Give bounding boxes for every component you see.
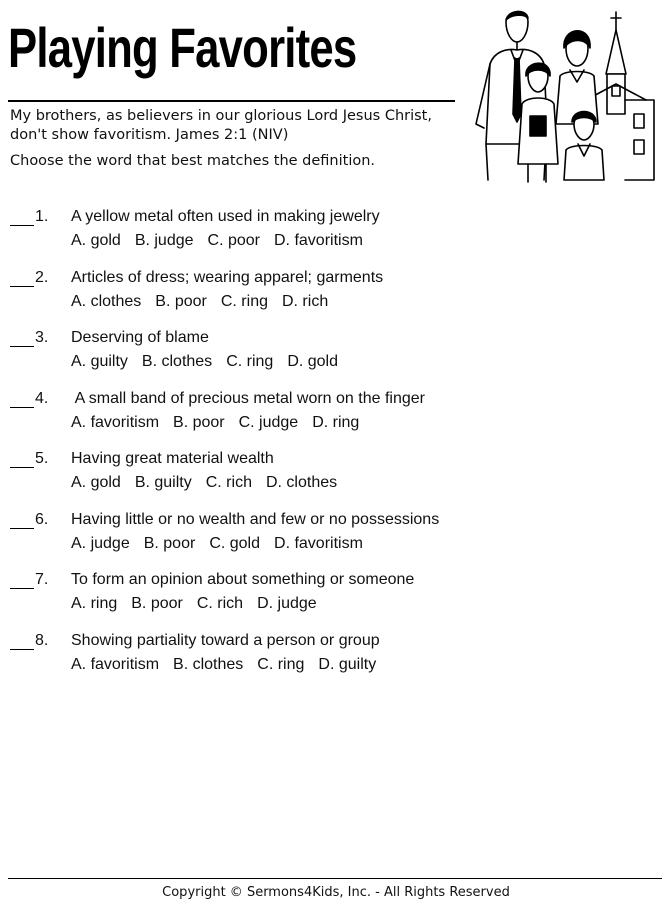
question-item	[0, 447, 672, 499]
option-d: D. guilty	[318, 656, 377, 673]
option-c: C. ring	[257, 656, 305, 673]
question-number: 2.	[35, 269, 49, 286]
question-item	[0, 568, 672, 620]
option-d: D. favoritism	[274, 232, 363, 249]
answer-blank[interactable]	[10, 266, 34, 287]
option-a: A. gold	[71, 232, 121, 249]
option-d: D. judge	[257, 595, 317, 612]
option-d: D. rich	[281, 293, 329, 310]
question-text: A small band of precious metal worn on the finger	[71, 390, 425, 407]
answer-options	[71, 594, 331, 614]
answer-options	[71, 655, 390, 675]
footer-divider	[8, 878, 662, 879]
question-text: Showing partiality toward a person or group	[71, 632, 380, 649]
answer-options	[71, 352, 352, 372]
option-d: D. gold	[287, 353, 339, 370]
option-b: B. clothes	[141, 353, 213, 370]
question-text: Deserving of blame	[71, 329, 209, 346]
option-c: C. rich	[196, 595, 244, 612]
question-text: Articles of dress; wearing apparel; garments	[71, 269, 384, 286]
option-b: B. poor	[173, 414, 225, 431]
answer-blank[interactable]	[10, 447, 34, 468]
question-item	[0, 205, 672, 257]
question-number: 5.	[35, 450, 49, 467]
answer-options	[71, 292, 342, 312]
question-item	[0, 326, 672, 378]
option-a: A. favoritism	[71, 414, 160, 431]
option-b: B. guilty	[134, 474, 192, 491]
title-divider	[8, 100, 455, 102]
answer-options	[71, 231, 377, 251]
copyright-footer: Copyright © Sermons4Kids, Inc. - All Rights Reserved	[162, 885, 510, 900]
family-church-illustration	[466, 4, 664, 186]
answer-blank[interactable]	[10, 568, 34, 589]
question-number: 4.	[35, 390, 49, 407]
option-b: B. poor	[131, 595, 183, 612]
option-c: C. ring	[226, 353, 274, 370]
option-d: D. ring	[312, 414, 360, 431]
mother-figure	[556, 31, 598, 124]
option-a: A. guilty	[71, 353, 128, 370]
option-c: C. gold	[209, 535, 261, 552]
question-text: To form an opinion about something or someone	[71, 571, 415, 588]
question-item	[0, 508, 672, 560]
answer-blank[interactable]	[10, 508, 34, 529]
question-number: 3.	[35, 329, 49, 346]
option-a: A. favoritism	[71, 656, 160, 673]
question-number: 8.	[35, 632, 49, 649]
option-a: A. gold	[71, 474, 121, 491]
question-number: 7.	[35, 571, 49, 588]
question-text: A yellow metal often used in making jewelry	[71, 208, 380, 225]
page-title: Playing Favorites	[8, 16, 357, 79]
option-c: C. poor	[207, 232, 260, 249]
question-number: 6.	[35, 511, 49, 528]
option-d: D. clothes	[265, 474, 338, 491]
option-b: B. poor	[155, 293, 207, 310]
answer-blank[interactable]	[10, 387, 34, 408]
option-a: A. ring	[71, 595, 118, 612]
option-c: C. ring	[220, 293, 268, 310]
option-a: A. clothes	[71, 293, 142, 310]
instructions: Choose the word that best matches the definition.	[10, 153, 376, 169]
answer-options	[71, 473, 351, 493]
question-item	[0, 387, 672, 439]
option-b: B. judge	[134, 232, 194, 249]
option-a: A. judge	[71, 535, 130, 552]
option-b: B. clothes	[173, 656, 244, 673]
option-c: C. rich	[205, 474, 252, 491]
answer-options	[71, 534, 377, 554]
option-b: B. poor	[143, 535, 196, 552]
answer-blank[interactable]	[10, 326, 34, 347]
question-text: Having great material wealth	[71, 450, 274, 467]
question-text: Having little or no wealth and few or no possessions	[71, 511, 440, 528]
answer-blank[interactable]	[10, 629, 34, 650]
option-c: C. judge	[238, 414, 299, 431]
answer-blank[interactable]	[10, 205, 34, 226]
scripture-verse: My brothers, as believers in our glorious Lord Jesus Christ, don't show favoritism. James 2:1 (NIV)	[10, 108, 432, 143]
question-number: 1.	[35, 208, 49, 225]
option-d: D. favoritism	[274, 535, 363, 552]
question-item	[0, 266, 672, 318]
question-item	[0, 629, 672, 681]
answer-options	[71, 413, 373, 433]
